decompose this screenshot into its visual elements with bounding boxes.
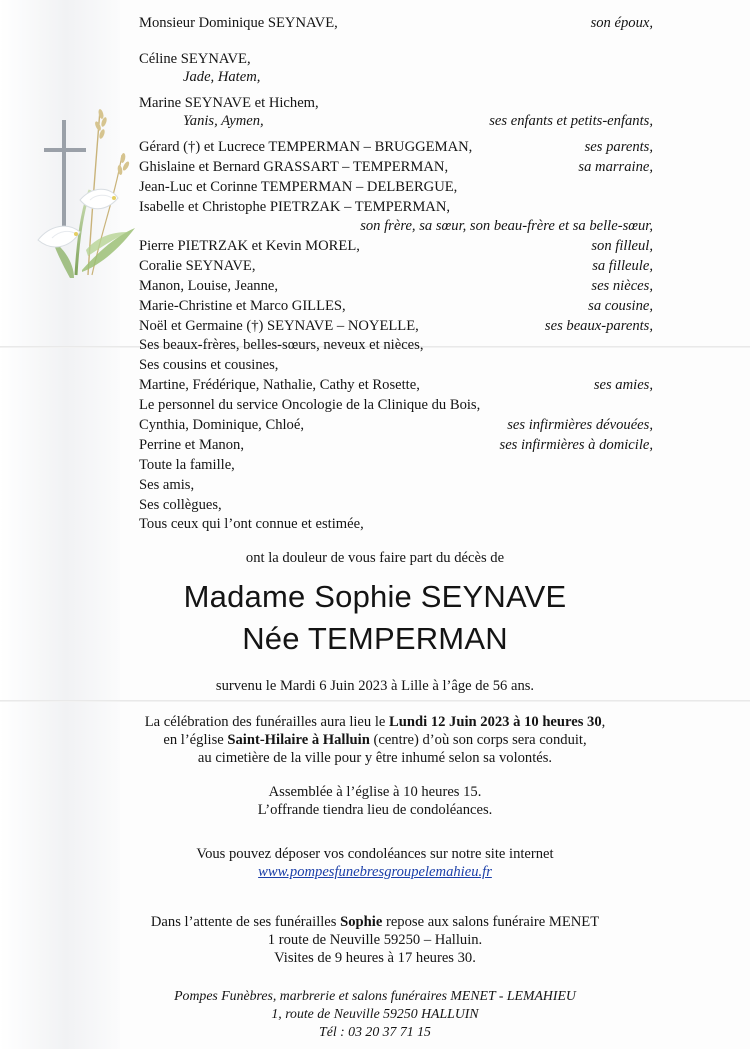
family-member-name: Isabelle et Christophe PIETRZAK – TEMPERMAN,: [139, 199, 451, 215]
condolences-link[interactable]: www.pompesfunebresgroupelemahieu.fr: [258, 864, 492, 880]
rest-text: repose aux salons funéraire MENET: [382, 914, 600, 930]
family-member-name: Tous ceux qui l’ont connue et estimée,: [139, 516, 364, 532]
family-relation: son frère, sa sœur, son beau-frère et sa belle-sœur,: [360, 218, 653, 234]
footer-line-1: Pompes Funèbres, marbrerie et salons funéraires MENET - LEMAHIEU: [174, 988, 576, 1003]
family-relation: ses parents,: [584, 139, 653, 155]
family-row: [139, 49, 653, 69]
family-member-name: Yanis, Aymen,: [183, 113, 264, 129]
condolences-text: Vous pouvez déposer vos condoléances sur notre site internet: [196, 846, 554, 862]
family-row: [139, 216, 653, 236]
family-row: [139, 514, 653, 534]
family-member-name: Ses collègues,: [139, 497, 222, 513]
cross-lily-icon: [30, 100, 140, 290]
family-row: [139, 13, 653, 33]
ceremony-date: Lundi 12 Juin 2023 à 10 heures 30: [389, 714, 602, 730]
family-member-name: Céline SEYNAVE,: [139, 51, 251, 67]
family-row: [139, 316, 653, 336]
assembly-line-1: Assemblée à l’église à 10 heures 15.: [268, 784, 482, 800]
family-member-name: Toute la famille,: [139, 457, 235, 473]
family-member-name: Ghislaine et Bernard GRASSART – TEMPERMAN,: [139, 159, 449, 175]
condolences-link-row: [0, 862, 750, 882]
family-member-name: Coralie SEYNAVE,: [139, 258, 256, 274]
family-member-name: Manon, Louise, Jeanne,: [139, 278, 279, 294]
family-row: [139, 475, 653, 495]
family-row: [139, 495, 653, 515]
announcement-text: ont la douleur de vous faire part du décès de: [245, 550, 505, 566]
family-relation: sa marraine,: [578, 159, 653, 175]
family-row: [139, 137, 653, 157]
family-relation: sa filleule,: [592, 258, 653, 274]
family-row: [139, 276, 653, 296]
family-member-name: Jade, Hatem,: [183, 69, 261, 85]
family-relation: ses beaux-parents,: [544, 318, 653, 334]
family-relation: ses infirmières dévouées,: [507, 417, 653, 433]
family-row: [139, 197, 653, 217]
family-row: [139, 455, 653, 475]
family-relation: ses enfants et petits-enfants,: [489, 113, 653, 129]
family-relation: son époux,: [590, 15, 653, 31]
family-member-name: Le personnel du service Oncologie de la Clinique du Bois,: [139, 397, 481, 413]
ceremony-text: ,: [601, 714, 606, 730]
family-row: [139, 375, 653, 395]
family-member-name: Gérard (†) et Lucrece TEMPERMAN – BRUGGEMAN,: [139, 139, 473, 155]
family-row: [139, 435, 653, 455]
family-member-name: Ses beaux-frères, belles-sœurs, neveux et nièces,: [139, 337, 424, 353]
footer-line-3: Tél : 03 20 37 71 15: [319, 1024, 431, 1039]
deceased-name: Madame Sophie SEYNAVE: [183, 579, 567, 614]
rest-line-3: Visites de 9 heures à 17 heures 30.: [274, 950, 476, 966]
family-row: [139, 415, 653, 435]
ceremony-text: La célébration des funérailles aura lieu le: [144, 714, 390, 730]
family-member-name: Noël et Germaine (†) SEYNAVE – NOYELLE,: [139, 318, 419, 334]
family-row: [139, 93, 653, 113]
rest-line-2: 1 route de Neuville 59250 – Halluin.: [267, 932, 483, 948]
family-relation: sa cousine,: [588, 298, 653, 314]
family-member-name: Ses amis,: [139, 477, 195, 493]
family-member-name: Ses cousins et cousines,: [139, 357, 279, 373]
family-member-name: Marie-Christine et Marco GILLES,: [139, 298, 346, 314]
family-member-name: Perrine et Manon,: [139, 437, 244, 453]
rest-first-name: Sophie: [340, 914, 383, 930]
family-row: [139, 296, 653, 316]
family-row: [139, 177, 653, 197]
family-row: [139, 355, 653, 375]
family-member-name: Jean-Luc et Corinne TEMPERMAN – DELBERGUE,: [139, 179, 458, 195]
assembly-line-2: L’offrande tiendra lieu de condoléances.: [257, 802, 493, 818]
ceremony-church: Saint-Hilaire à Halluin: [227, 732, 370, 748]
family-relation: ses infirmières à domicile,: [499, 437, 653, 453]
rest-line-1: [0, 912, 750, 932]
family-relation: son filleul,: [591, 238, 653, 254]
family-member-name: Pierre PIETRZAK et Kevin MOREL,: [139, 238, 360, 254]
family-row: [139, 157, 653, 177]
family-row: [139, 67, 653, 87]
death-notice: survenu le Mardi 6 Juin 2023 à Lille à l’âge de 56 ans.: [215, 678, 535, 694]
family-row: [139, 256, 653, 276]
ceremony-line-3: au cimetière de la ville pour y être inhumé selon sa volontés.: [197, 750, 553, 766]
ceremony-text: en l’église: [163, 732, 228, 748]
family-relation: ses nièces,: [591, 278, 653, 294]
family-member-name: Monsieur Dominique SEYNAVE,: [139, 15, 338, 31]
family-row: [139, 335, 653, 355]
family-member-name: Cynthia, Dominique, Chloé,: [139, 417, 304, 433]
deceased-birth-name: Née TEMPERMAN: [242, 621, 508, 656]
family-relation: ses amies,: [593, 377, 653, 393]
footer-line-2: 1, route de Neuville 59250 HALLUIN: [271, 1006, 479, 1021]
ceremony-line-2: [0, 730, 750, 750]
rest-text: Dans l’attente de ses funérailles: [150, 914, 341, 930]
fold-line: [0, 700, 750, 702]
ceremony-text: (centre) d’où son corps sera conduit,: [369, 732, 587, 748]
family-member-name: Martine, Frédérique, Nathalie, Cathy et Rosette,: [139, 377, 420, 393]
family-row: [139, 236, 653, 256]
family-row: [139, 395, 653, 415]
family-member-name: Marine SEYNAVE et Hichem,: [139, 95, 319, 111]
ceremony-line-1: [0, 712, 750, 732]
family-row: [139, 111, 653, 131]
